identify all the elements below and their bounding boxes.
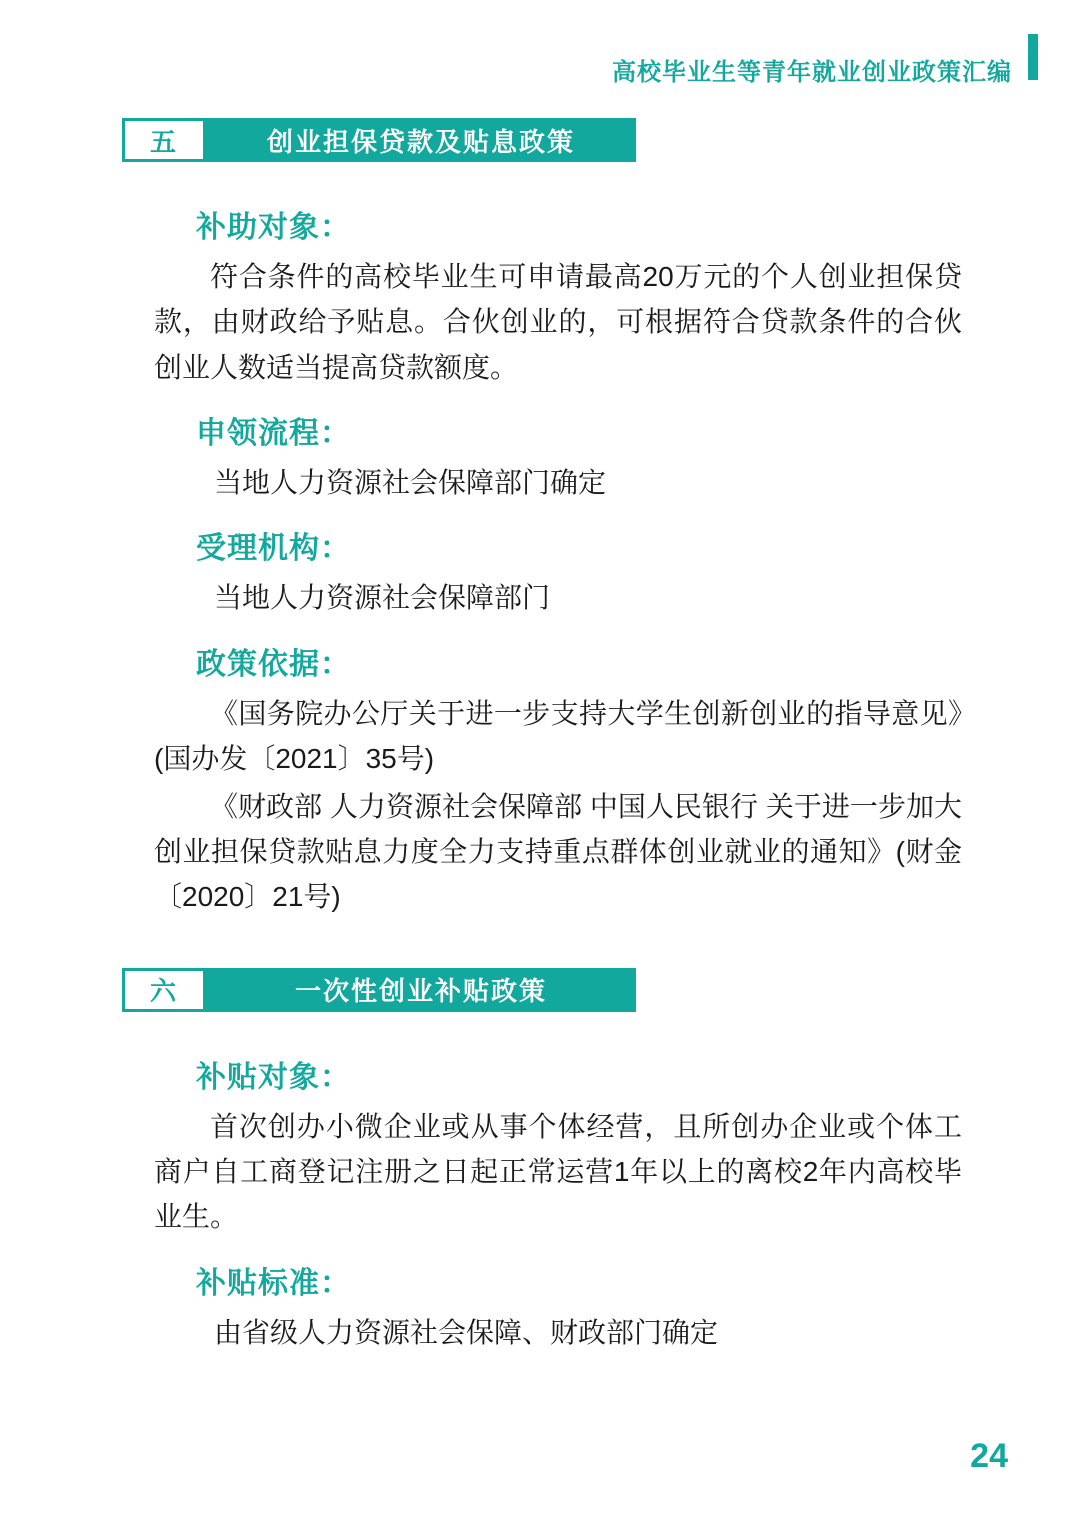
- paragraph-application-process: 当地人力资源社会保障部门确定: [214, 467, 607, 499]
- paragraph-handling-agency: 当地人力资源社会保障部门: [214, 582, 551, 614]
- sub-heading-application-process: 申领流程：: [196, 417, 351, 451]
- sub-heading-policy-basis: 政策依据：: [196, 647, 351, 681]
- section-title-5: 创业担保贷款及贴息政策: [206, 118, 636, 162]
- page-number: 24: [970, 1437, 1008, 1475]
- header-title: 高校毕业生等青年就业创业政策汇编: [612, 59, 1012, 86]
- paragraph-allowance-standard: 由省级人力资源社会保障、财政部门确定: [214, 1316, 719, 1348]
- sub-heading-allowance-standard: 补贴标准：: [196, 1266, 351, 1300]
- paragraph-subsidy-target: 符合条件的高校毕业生可申请最高20万元的个人创业担保贷款，由财政给予贴息。合伙创业的，可根据符合贷款条件的合伙创业人数适当提高贷款额度。: [154, 261, 962, 383]
- section-banner-6: [122, 968, 962, 1012]
- header-accent-bar: [1028, 34, 1038, 80]
- section-number-5: 五: [122, 118, 206, 162]
- section-number-6: 六: [122, 968, 206, 1012]
- paragraph-policy-basis-1: 《国务院办公厅关于进一步支持大学生创新创业的指导意见》(国办发〔2021〕35号): [154, 697, 962, 775]
- section-title-6: 一次性创业补贴政策: [206, 968, 636, 1012]
- page-header: [612, 52, 1012, 87]
- sub-heading-allowance-target: 补贴对象：: [196, 1060, 351, 1094]
- document-content: [122, 118, 962, 1357]
- paragraph-policy-basis-2: 《财政部 人力资源社会保障部 中国人民银行 关于进一步加大创业担保贷款贴息力度全力支持重点群体创业就业的通知》(财金〔2020〕21号): [154, 790, 962, 913]
- section-spacer: [122, 922, 962, 968]
- sub-heading-handling-agency: 受理机构：: [196, 532, 351, 566]
- section-banner-5: [122, 118, 962, 162]
- sub-heading-subsidy-target: 补助对象：: [196, 211, 351, 244]
- paragraph-allowance-target: 首次创办小微企业或从事个体经营，且所创办企业或个体工商户自工商登记注册之日起正常运营1年以上的离校2年内高校毕业生。: [154, 1110, 962, 1233]
